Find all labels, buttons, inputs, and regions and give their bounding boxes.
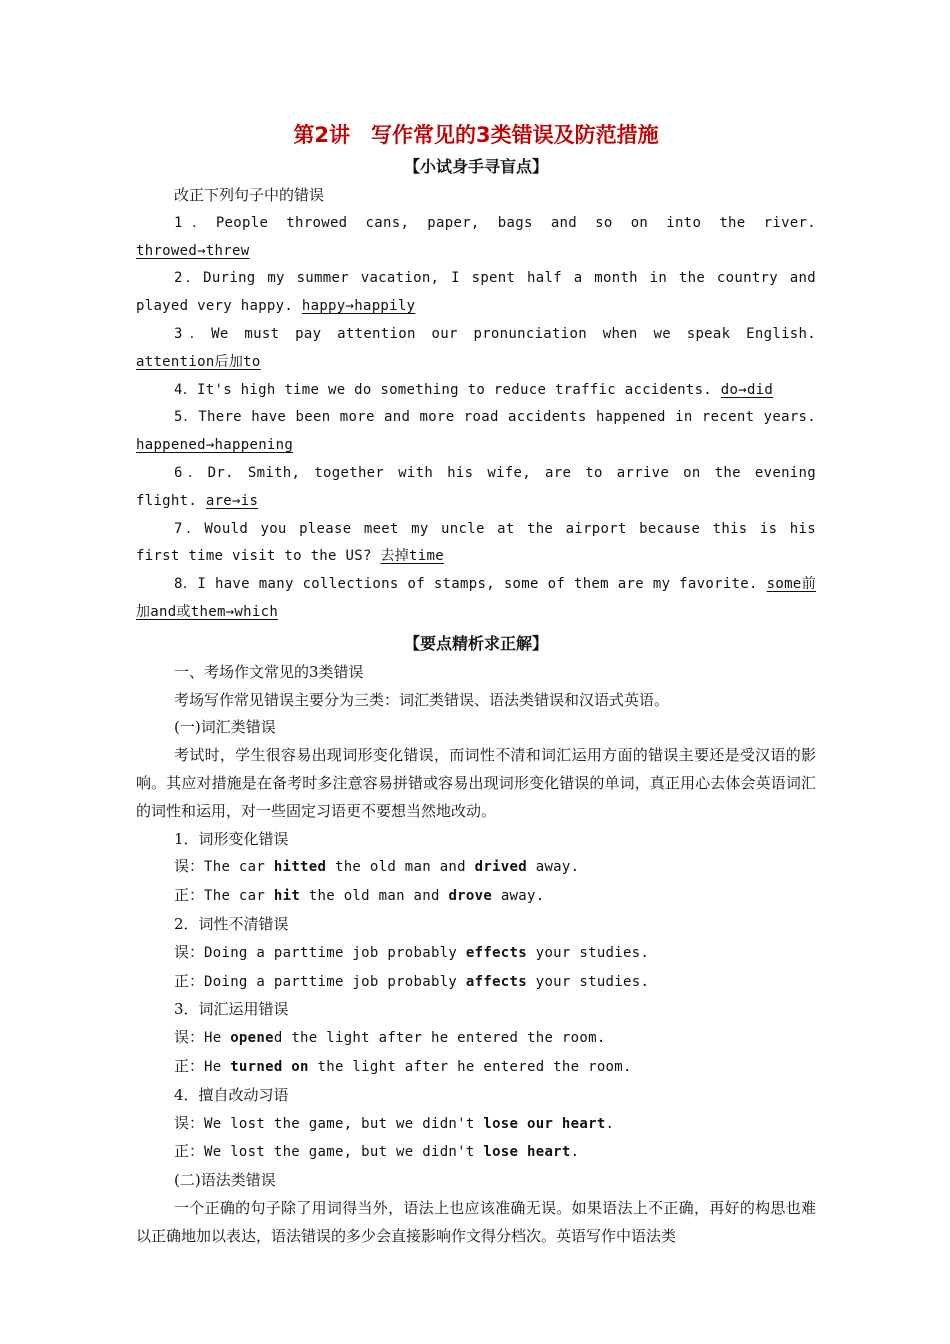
case-title: 2．词性不清错误 bbox=[174, 914, 289, 933]
quiz-answer: do→did bbox=[720, 381, 774, 398]
error-case-4 bbox=[136, 1082, 816, 1167]
quiz-list bbox=[136, 210, 816, 627]
quiz-item-3: 3．We must pay attention our pronunciation when we speak English. attention后加to bbox=[136, 325, 816, 370]
quiz-item-4: 4．It's high time we do something to reduce traffic accidents. do→did bbox=[174, 381, 774, 398]
wrong-example: 误：The car hitted the old man and drived away. bbox=[174, 857, 580, 876]
right-example: 正：He turned on the light after he entered the room. bbox=[174, 1056, 632, 1075]
quiz-answer: throwed→threw bbox=[136, 242, 250, 259]
quiz-answer: 去掉time bbox=[380, 548, 444, 565]
case-title: 3．词汇运用错误 bbox=[174, 1000, 289, 1019]
quiz-item-5: 5．There have been more and more road accidents happened in recent years. happened→happening bbox=[136, 409, 817, 454]
right-example: 正：The car hit the old man and drove away. bbox=[174, 886, 545, 905]
part1-title: 一、考场作文常见的3类错误 bbox=[174, 662, 364, 681]
error-case-1 bbox=[136, 826, 816, 911]
quiz-answer: some前加and或them→which bbox=[136, 576, 816, 620]
right-example: 正：We lost the game, but we didn't lose heart. bbox=[174, 1142, 580, 1161]
quiz-item-7: 7．Would you please meet my uncle at the airport because this is his first time visit to the US? 去掉time bbox=[136, 520, 816, 565]
quiz-answer: happened→happening bbox=[136, 437, 294, 454]
vocab-errors-paragraph: 考试时，学生很容易出现词形变化错误，而词性不清和词汇运用方面的错误主要还是受汉语的影响。其应对措施是在备考时多注意容易拼错或容易出现词形变化错误的单词，真正用心去体会英语词汇的词性和运用，对一些固定习语更不要想当然地改动。 bbox=[136, 746, 816, 820]
analysis-heading: 【要点精析求正解】 bbox=[403, 633, 548, 653]
grammar-errors-title: (二)语法类错误 bbox=[174, 1171, 276, 1190]
page-title: 第2讲 写作常见的3类错误及防范措施 bbox=[293, 123, 659, 147]
quiz-heading: 【小试身手寻盲点】 bbox=[403, 157, 548, 176]
quiz-item-6: 6．Dr. Smith, together with his wife, are to arrive on the evening flight. are→is bbox=[136, 464, 816, 509]
document-page bbox=[136, 118, 816, 1250]
part1-intro: 考场写作常见错误主要分为三类：词汇类错误、语法类错误和汉语式英语。 bbox=[174, 690, 670, 709]
right-example: 正：Doing a parttime job probably affects your studies. bbox=[174, 971, 650, 990]
quiz-item-8: 8．I have many collections of stamps, some of them are my favorite. some前加and或them→which bbox=[136, 576, 816, 620]
case-title: 1．词形变化错误 bbox=[174, 829, 289, 848]
wrong-example: 误：Doing a parttime job probably effects your studies. bbox=[174, 942, 650, 961]
vocab-errors-title: (一)词汇类错误 bbox=[174, 718, 276, 737]
error-case-3 bbox=[136, 996, 816, 1081]
quiz-answer: happy→happily bbox=[301, 298, 416, 315]
wrong-example: 误：He opened the light after he entered the room. bbox=[174, 1028, 606, 1047]
quiz-answer: are→is bbox=[205, 492, 259, 509]
quiz-item-2: 2．During my summer vacation, I spent half a month in the country and played very happy. happy→happily bbox=[136, 270, 816, 315]
quiz-item-1: 1．People throwed cans, paper, bags and so on into the river. throwed→threw bbox=[136, 214, 816, 259]
quiz-instruction: 改正下列句子中的错误 bbox=[174, 186, 325, 204]
quiz-answer: attention后加to bbox=[136, 353, 261, 370]
wrong-example: 误：We lost the game, but we didn't lose our heart. bbox=[174, 1113, 615, 1132]
case-title: 4．擅自改动习语 bbox=[174, 1085, 289, 1104]
grammar-errors-paragraph: 一个正确的句子除了用词得当外，语法上也应该准确无误。如果语法上不正确，再好的构思也难以正确地加以表达，语法错误的多少会直接影响作文得分档次。英语写作中语法类 bbox=[136, 1198, 816, 1245]
error-case-2 bbox=[136, 911, 816, 996]
